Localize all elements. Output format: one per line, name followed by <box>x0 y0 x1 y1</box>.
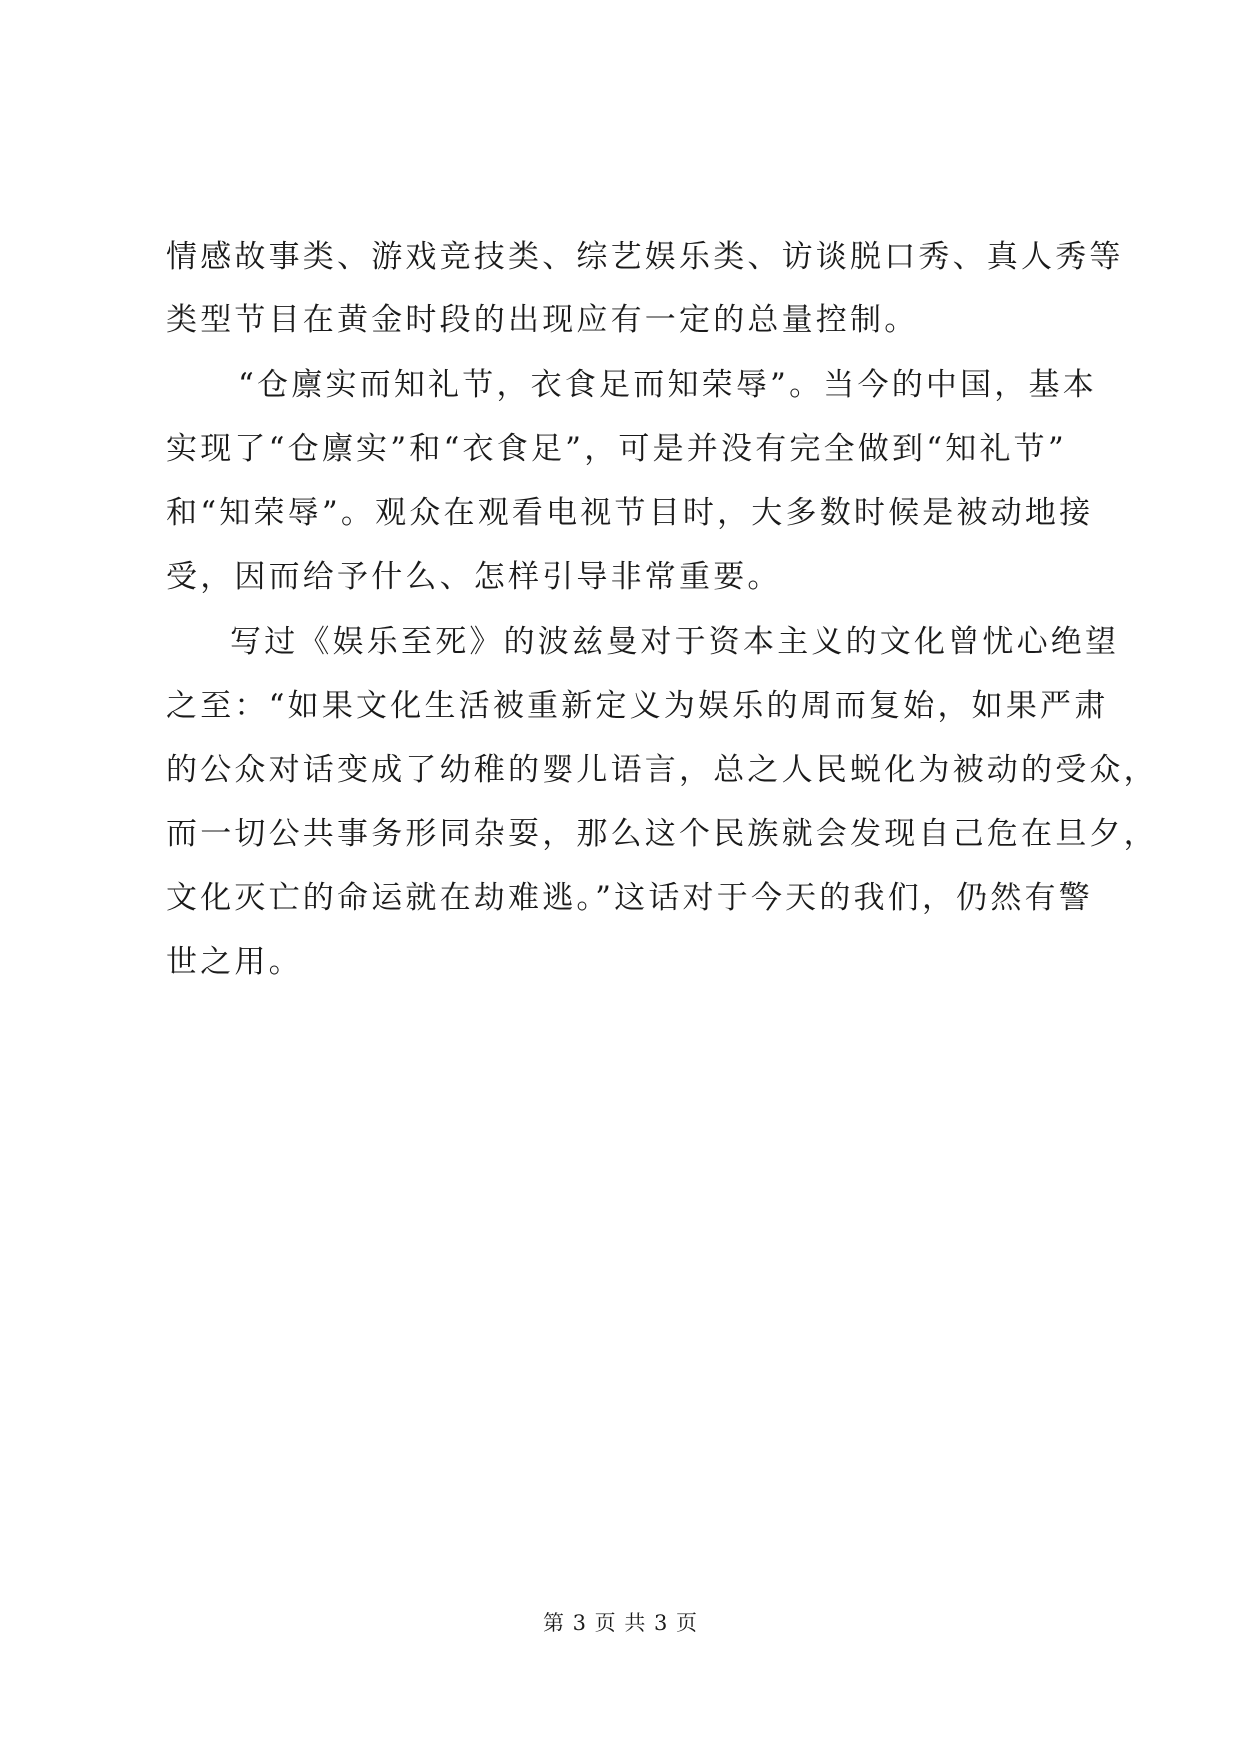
paragraph-3-line-6: 世之用。 <box>166 944 303 980</box>
paragraph-3-line-2: 之至：“如果文化生活被重新定义为娱乐的周而复始，如果严肃 <box>166 688 1109 724</box>
paragraph-1-line-2: 类型节目在黄金时段的出现应有一定的总量控制。 <box>166 302 919 338</box>
paragraph-3-line-3: 的公众对话变成了幼稚的婴儿语言，总之人民蜕化为被动的受众， <box>166 752 1158 788</box>
paragraph-1-line-1: 情感故事类、游戏竞技类、综艺娱乐类、访谈脱口秀、真人秀等 <box>166 239 1124 275</box>
paragraph-2-line-3: 和“知荣辱”。观众在观看电视节目时，大多数时候是被动地接 <box>166 495 1094 531</box>
paragraph-2-line-4: 受，因而给予什么、怎样引导非常重要。 <box>166 559 782 595</box>
paragraph-3-line-1: 写过《娱乐至死》的波兹曼对于资本主义的文化曾忧心绝望 <box>230 624 1120 660</box>
paragraph-2-line-2: 实现了“仓廪实”和“衣食足”，可是并没有完全做到“知礼节” <box>166 431 1067 467</box>
paragraph-2-line-1: “仓廪实而知礼节，衣食足而知荣辱”。当今的中国，基本 <box>238 367 1097 403</box>
page-footer: 第 3 页 共 3 页 <box>542 1611 699 1635</box>
paragraph-3-line-5: 文化灭亡的命运就在劫难逃。”这话对于今天的我们，仍然有警 <box>166 880 1093 916</box>
paragraph-3-line-4: 而一切公共事务形同杂耍，那么这个民族就会发现自己危在旦夕， <box>166 816 1158 852</box>
